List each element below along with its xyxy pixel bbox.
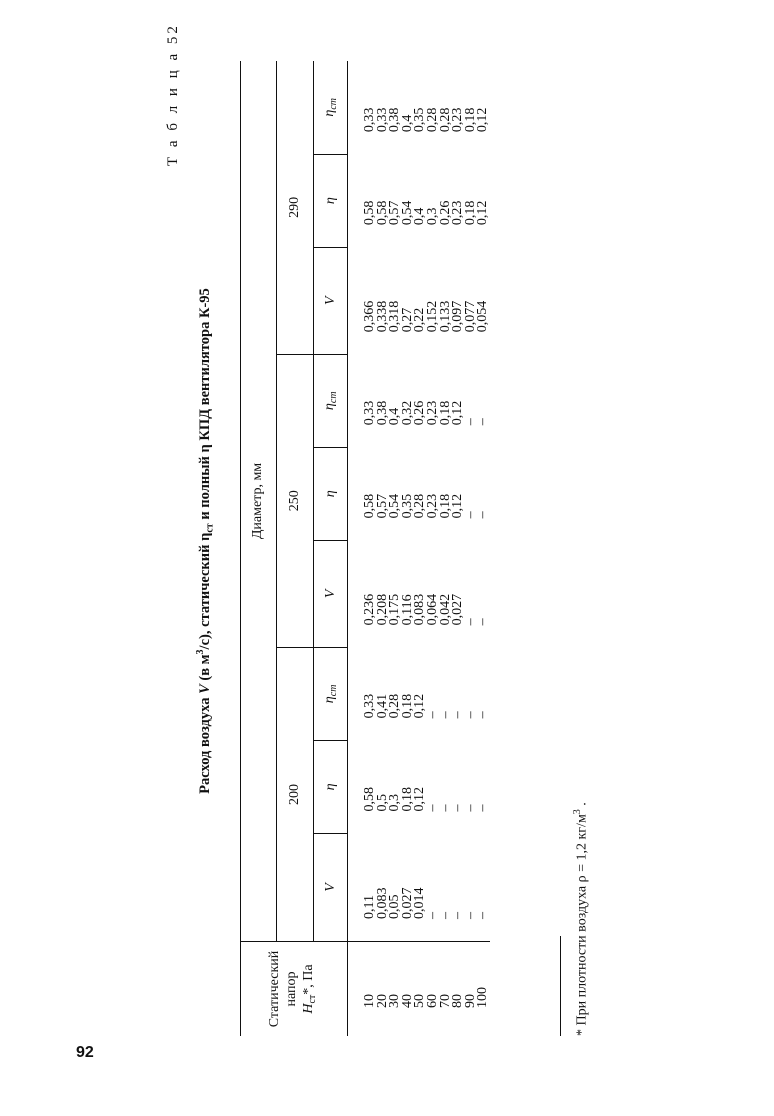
cell-e250: 0,58 [362,493,377,519]
cell-e290: 0,4 [412,207,428,226]
data-table [240,61,490,1036]
cell-v290: 0,097 [450,300,466,333]
col-eta-st: $\eta_{ст}$ [314,61,348,154]
cell-e200: 0,58 [362,786,377,812]
cell-e290: 0,57 [387,200,403,226]
cell-e200: 0,12 [412,786,428,812]
cell-v290: 0,077 [462,300,478,333]
cell-e200: – [437,804,453,812]
cell-s290: 0,33 [362,107,377,133]
cell-v290: 0,318 [387,300,403,333]
cell-e200: 0,3 [387,793,403,812]
cell-e290: 0,3 [424,207,440,226]
cell-pressure: 80 [452,942,465,1037]
header-diameter-200: 200 [277,647,314,941]
col-v: V [314,833,348,941]
cell-s250: 0,12 [450,400,466,426]
cell-s250: 0,4 [387,407,403,426]
cell-v290: 0,152 [424,300,440,333]
cell-pressure: 10 [348,942,377,1037]
cell-e290: 0,18 [462,200,478,226]
cell-e200: 0,18 [399,786,415,812]
cell-v250: – [475,618,491,626]
cell-v200: – [424,912,440,919]
cell-s250: 0,23 [424,400,440,426]
page-number: 92 [76,1044,94,1061]
cell-pressure: 70 [440,942,453,1037]
cell-v250: 0,027 [450,593,466,626]
cell-v200: – [450,912,466,919]
cell-s290: 0,28 [424,107,440,133]
cell-e250: 0,57 [374,493,390,519]
col-eta: η [314,154,348,247]
cell-v250: 0,064 [424,593,440,626]
cell-s290: 0,4 [399,114,415,133]
cell-s290: 0,38 [387,107,403,133]
cell-s200: 0,28 [387,693,403,719]
footnote-rule [560,936,561,1036]
cell-e290: 0,23 [450,200,466,226]
table-label: Т а б л и ц а 52 [165,23,181,166]
cell-v200: – [462,912,478,919]
cell-e200: – [462,804,478,812]
col-v: V [314,540,348,647]
cell-v250: – [462,618,478,626]
header-diameter-group: Диаметр, мм [240,61,277,942]
cell-e290: 0,54 [399,200,415,226]
cell-pressure: 40 [402,942,415,1037]
cell-s250: 0,26 [412,400,428,426]
cell-e250: 0,35 [399,493,415,519]
cell-v200: 0,027 [399,887,415,919]
cell-s250: – [475,418,491,426]
cell-pressure: 20 [377,942,390,1037]
cell-v200: – [475,912,491,919]
cell-pressure: 30 [389,942,402,1037]
table-title: Расход воздуха V (в $м^3/с$), статический $\eta_{ст}$ и полный η КПД вентилятора К-95 [195,288,216,794]
table-body [348,61,490,1036]
cell-s200: 0,12 [412,693,428,719]
cell-s200: – [450,711,466,719]
cell-v200: 0,05 [387,894,403,919]
cell-s200: 0,41 [374,693,390,719]
cell-s250: 0,38 [374,400,390,426]
cell-v290: 0,133 [437,300,453,333]
cell-s200: – [424,711,440,719]
cell-s290: 0,28 [437,107,453,133]
cell-e250: 0,28 [412,493,428,519]
cell-e200: 0,5 [374,793,390,812]
table-row [477,61,490,1036]
cell-e290: 0,12 [475,200,491,226]
cell-s200: – [475,711,491,719]
cell-s250: 0,32 [399,400,415,426]
cell-s250: – [462,418,478,426]
header-diameter-290: 290 [277,61,314,354]
footnote: * При плотности воздуха ρ = 1,2 $кг/м^3$ . [572,802,590,1036]
cell-pressure: 50 [414,942,427,1037]
cell-v290: 0,054 [475,300,491,333]
col-eta-st: $\eta_{ст}$ [314,354,348,447]
cell-e250: 0,12 [450,493,466,519]
cell-e250: – [475,511,491,519]
cell-v250: 0,116 [399,594,415,626]
cell-e250: 0,18 [437,493,453,519]
cell-s290: 0,12 [475,107,491,133]
col-v: V [314,247,348,354]
header-static-pressure: Статический напор $H_{ст}*$, Па [240,942,348,1037]
cell-e290: 0,58 [374,200,390,226]
cell-s290: 0,23 [450,107,466,133]
col-eta: η [314,740,348,833]
cell-v200: 0,083 [374,887,390,919]
cell-s200: 0,18 [399,693,415,719]
cell-v200: 0,11 [362,895,377,919]
cell-e200: – [450,804,466,812]
cell-s250: 0,33 [362,400,377,426]
cell-s290: 0,18 [462,107,478,133]
cell-v200: – [437,912,453,919]
cell-e250: 0,54 [387,493,403,519]
cell-s200: – [437,711,453,719]
cell-v250: 0,083 [412,593,428,626]
cell-e290: 0,58 [362,200,377,226]
cell-e200: – [424,804,440,812]
cell-v290: 0,338 [374,300,390,333]
cell-s200: – [462,711,478,719]
cell-v290: 0,366 [362,300,377,333]
cell-v250: 0,236 [362,593,377,626]
table-row [348,61,377,1036]
cell-e200: – [475,804,491,812]
cell-pressure: 60 [427,942,440,1037]
cell-v250: 0,175 [387,593,403,626]
cell-pressure: 100 [477,942,490,1037]
cell-s290: 0,33 [374,107,390,133]
cell-e250: 0,23 [424,493,440,519]
cell-e290: 0,26 [437,200,453,226]
cell-e250: – [462,511,478,519]
cell-v290: 0,27 [399,307,415,333]
cell-v250: 0,042 [437,593,453,626]
cell-s200: 0,33 [362,693,377,719]
col-eta: η [314,447,348,540]
cell-s250: 0,18 [437,400,453,426]
header-diameter-250: 250 [277,354,314,647]
cell-v290: 0,22 [412,307,428,333]
cell-v200: 0,014 [412,887,428,919]
cell-s290: 0,35 [412,107,428,133]
cell-v250: 0,208 [374,593,390,626]
col-eta-st: $\eta_{ст}$ [314,647,348,740]
cell-pressure: 90 [465,942,478,1037]
